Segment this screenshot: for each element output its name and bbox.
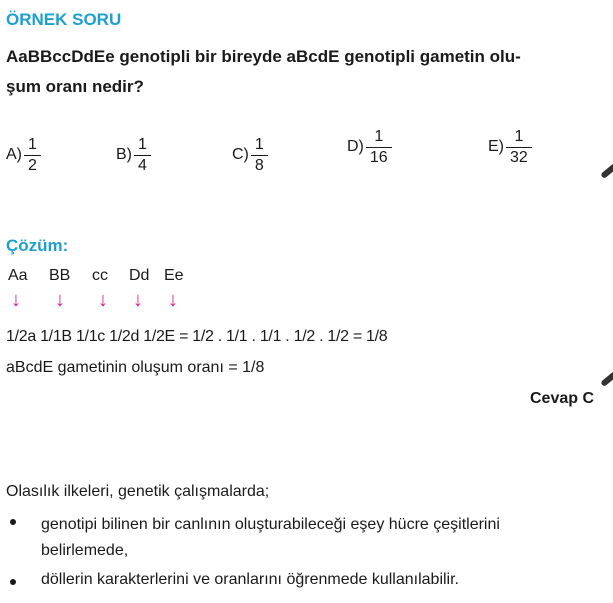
question-text [6, 42, 606, 102]
question-line-2: şum oranı nedir? [6, 77, 144, 96]
option-label: D) [347, 138, 364, 155]
bullet-item-1 [41, 512, 500, 564]
option-fraction [506, 128, 532, 166]
gene-dd: Dd [129, 267, 150, 284]
bullet-item-1-line-2: belirlemede, [41, 542, 129, 559]
bullet-icon [10, 519, 16, 525]
result-line: aBcdE gametinin oluşum oranı = 1/8 [6, 359, 265, 376]
gene-bb: BB [49, 267, 71, 284]
numerator: 1 [514, 128, 524, 145]
bullet-item-2: döllerin karakterlerini ve oranlarını öğrenmede kullanılabilir. [41, 571, 459, 588]
option-fraction [24, 136, 41, 174]
gene-ee: Ee [164, 267, 184, 284]
numerator: 1 [138, 136, 147, 153]
denominator: 4 [134, 155, 151, 174]
bullet-icon [10, 579, 16, 585]
option-fraction [366, 128, 392, 166]
option-label: E) [488, 138, 504, 155]
answer-label: Cevap C [530, 390, 595, 407]
denominator: 32 [506, 147, 532, 166]
option-e[interactable] [488, 128, 532, 166]
numerator: 1 [28, 136, 37, 153]
option-fraction [251, 136, 268, 174]
option-a[interactable] [6, 136, 41, 174]
bullet-item-1-line-1: genotipi bilinen bir canlının oluşturabileceği eşey hücre çeşitlerini [41, 516, 500, 533]
option-label: B) [116, 146, 132, 163]
calculation-line: 1/2a 1/1B 1/1c 1/2d 1/2E = 1/2 . 1/1 . 1/1 . 1/2 . 1/2 = 1/8 [6, 328, 388, 345]
down-arrow-icon: ↓ [98, 289, 108, 311]
option-label: A) [6, 146, 22, 163]
pen-mark-icon [600, 371, 613, 387]
principles-intro: Olasılık ilkeleri, genetik çalışmalarda; [6, 483, 270, 500]
option-fraction [134, 136, 151, 174]
down-arrow-icon: ↓ [168, 289, 178, 311]
denominator: 16 [366, 147, 392, 166]
example-heading: ÖRNEK SORU [6, 10, 122, 29]
option-b[interactable] [116, 136, 151, 174]
down-arrow-icon: ↓ [55, 289, 65, 311]
gene-cc: cc [92, 267, 108, 284]
numerator: 1 [374, 128, 384, 145]
option-c[interactable] [232, 136, 268, 174]
denominator: 8 [251, 155, 268, 174]
pen-mark-icon [600, 163, 613, 179]
question-line-1: AaBBccDdEe genotipli bir bireyde aBcdE genotipli gametin olu- [6, 47, 521, 66]
denominator: 2 [24, 155, 41, 174]
solution-heading: Çözüm: [6, 236, 69, 255]
option-d[interactable] [347, 128, 392, 166]
down-arrow-icon: ↓ [133, 289, 143, 311]
gene-aa: Aa [8, 267, 28, 284]
option-label: C) [232, 146, 249, 163]
numerator: 1 [254, 136, 264, 153]
down-arrow-icon: ↓ [11, 289, 21, 311]
